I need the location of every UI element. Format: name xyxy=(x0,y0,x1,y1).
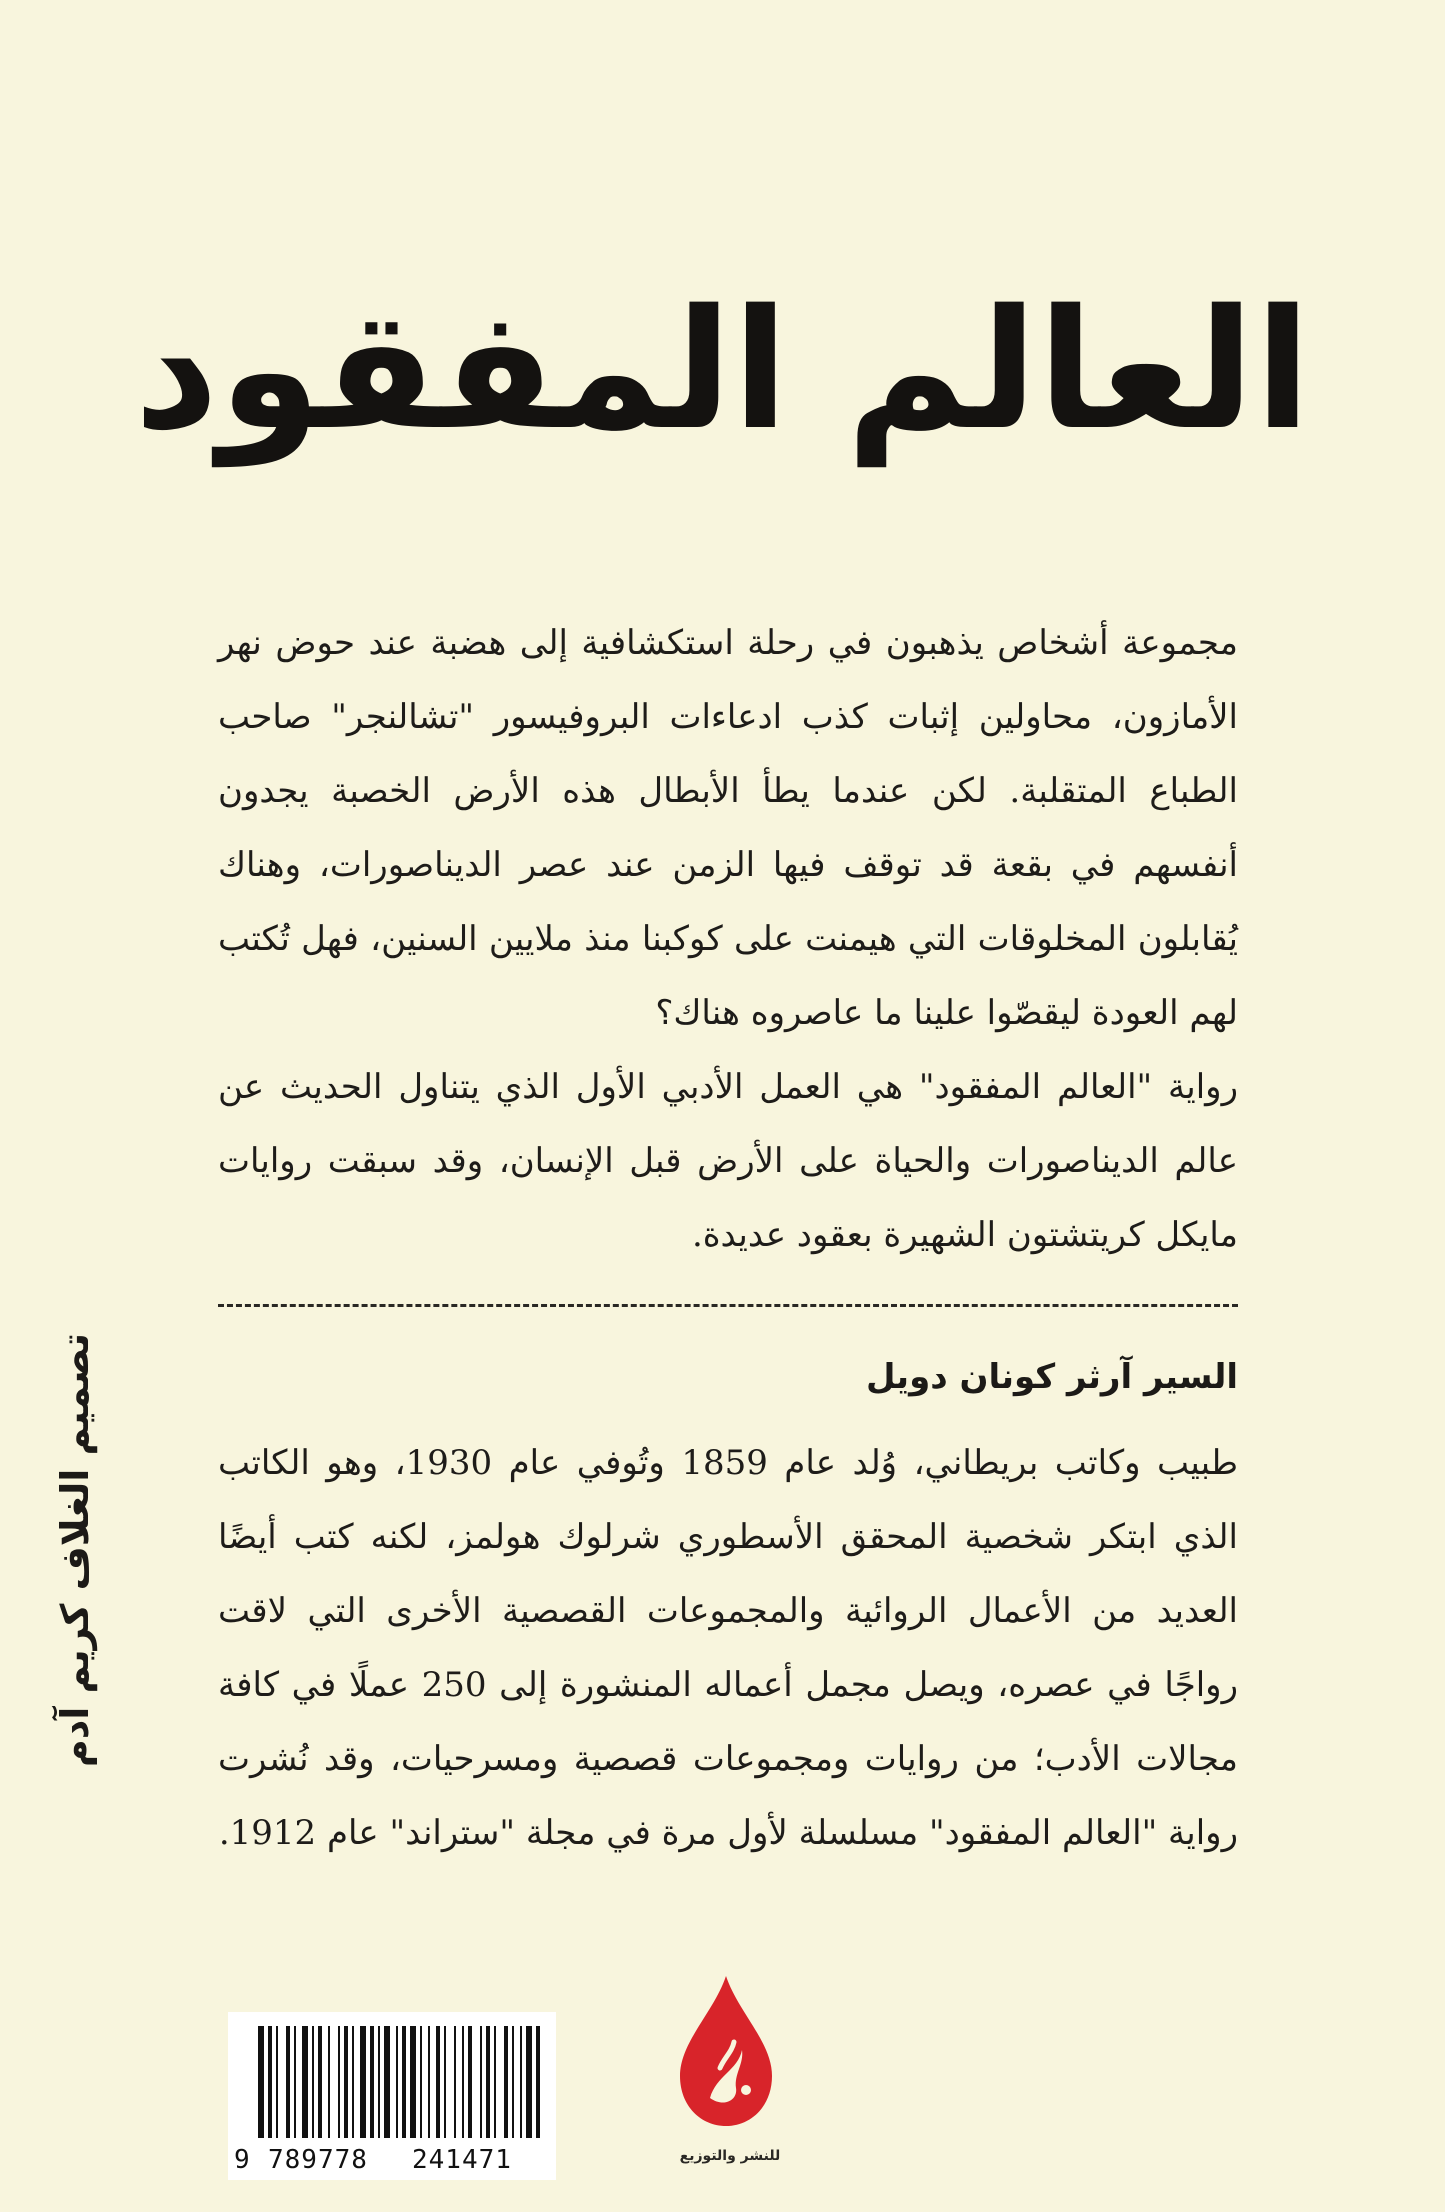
barcode-bar xyxy=(436,2026,440,2138)
barcode-group-1: 789778 xyxy=(268,2145,368,2175)
barcode-bar xyxy=(444,2026,446,2138)
barcode-bar xyxy=(410,2026,416,2138)
barcode-bar xyxy=(402,2026,406,2138)
author-bio-text: طبيب وكاتب بريطاني، وُلد عام 1859 وتُوفي عام 1930، وهو الكاتب الذي ابتكر شخصية المحقق الأسطوري شرلوك هولمز، لكنه كتب أيضًا العديد من الأعمال الروائية والمجموعات القصصية الأخرى التي لاقت رواجًا في عصره، ويصل مجمل أعماله المنشورة إلى 250 عملًا في كافة مجالات الأدب؛ من روايات ومجموعات قصصية ومسرحيات، وقد نُشرت رواية "العالم المفقود" مسلسلة لأول مرة في مجلة "ستراند" عام 1912. xyxy=(218,1443,1238,1853)
dashed-divider xyxy=(218,1304,1238,1307)
barcode-group-2: 241471 xyxy=(412,2145,512,2175)
barcode-bar xyxy=(344,2026,348,2138)
barcode-bar xyxy=(338,2026,340,2138)
barcode-bar xyxy=(352,2026,354,2138)
barcode-bar xyxy=(276,2026,278,2138)
barcode-bar xyxy=(370,2026,374,2138)
barcode-bar xyxy=(428,2026,430,2138)
barcode-bar xyxy=(520,2026,522,2138)
barcode-bar xyxy=(512,2026,514,2138)
barcode-bar xyxy=(468,2026,472,2138)
barcode-bar xyxy=(258,2026,264,2138)
barcode-lead-digit: 9 xyxy=(234,2145,251,2175)
barcode-bar xyxy=(536,2026,540,2138)
barcode-bar xyxy=(312,2026,314,2138)
barcode-bar xyxy=(420,2026,422,2138)
synopsis-paragraph-1: مجموعة أشخاص يذهبون في رحلة استكشافية إلى هضبة عند حوض نهر الأمازون، محاولين إثبات كذب ادعاءات البروفيسور "تشالنجر" صاحب الطباع المتقلبة. لكن عندما يطأ الأبطال هذه الأرض الخصبة يجدون أنفسهم في بقعة قد توقف فيها الزمن عند عصر الديناصورات، وهناك يُقابلون المخلوقات التي هيمنت على كوكبنا منذ ملايين السنين، فهل تُكتب لهم العودة ليقصّوا علينا ما عاصروه هناك؟ xyxy=(218,623,1238,1033)
barcode-bar xyxy=(286,2026,290,2138)
synopsis-paragraph-2: رواية "العالم المفقود" هي العمل الأدبي الأول الذي يتناول الحديث عن عالم الديناصورات والحياة على الأرض قبل الإنسان، وقد سبقت روايات مايكل كريتشتون الشهيرة بعقود عديدة. xyxy=(218,1067,1238,1255)
barcode-bars xyxy=(228,2012,556,2142)
barcode-bar xyxy=(328,2026,330,2138)
barcode-bar xyxy=(454,2026,456,2138)
barcode-bar xyxy=(462,2026,464,2138)
drop-logo-icon xyxy=(676,1972,776,2130)
barcode-bar xyxy=(302,2026,308,2138)
barcode-bar xyxy=(360,2026,366,2138)
barcode-bar xyxy=(268,2026,272,2138)
synopsis xyxy=(218,606,1238,1272)
barcode-bar xyxy=(494,2026,496,2138)
isbn-barcode xyxy=(228,2012,556,2180)
barcode-bar xyxy=(504,2026,508,2138)
author-name: السير آرثر كونان دويل xyxy=(865,1357,1238,1397)
barcode-bar xyxy=(480,2026,482,2138)
barcode-bar xyxy=(318,2026,322,2138)
barcode-bar xyxy=(396,2026,398,2138)
barcode-digits xyxy=(228,2140,556,2180)
author-bio xyxy=(218,1426,1238,1870)
barcode-bar xyxy=(384,2026,390,2138)
publisher-tagline: للنشر والتوزيع xyxy=(679,2148,781,2164)
barcode-bar xyxy=(486,2026,490,2138)
barcode-bar xyxy=(378,2026,380,2138)
cover-design-credit: تصميم الغلاف كريم آدم xyxy=(53,1332,97,1768)
barcode-bar xyxy=(294,2026,296,2138)
barcode-bar xyxy=(526,2026,532,2138)
book-title: العالم المفقود xyxy=(133,274,1312,466)
